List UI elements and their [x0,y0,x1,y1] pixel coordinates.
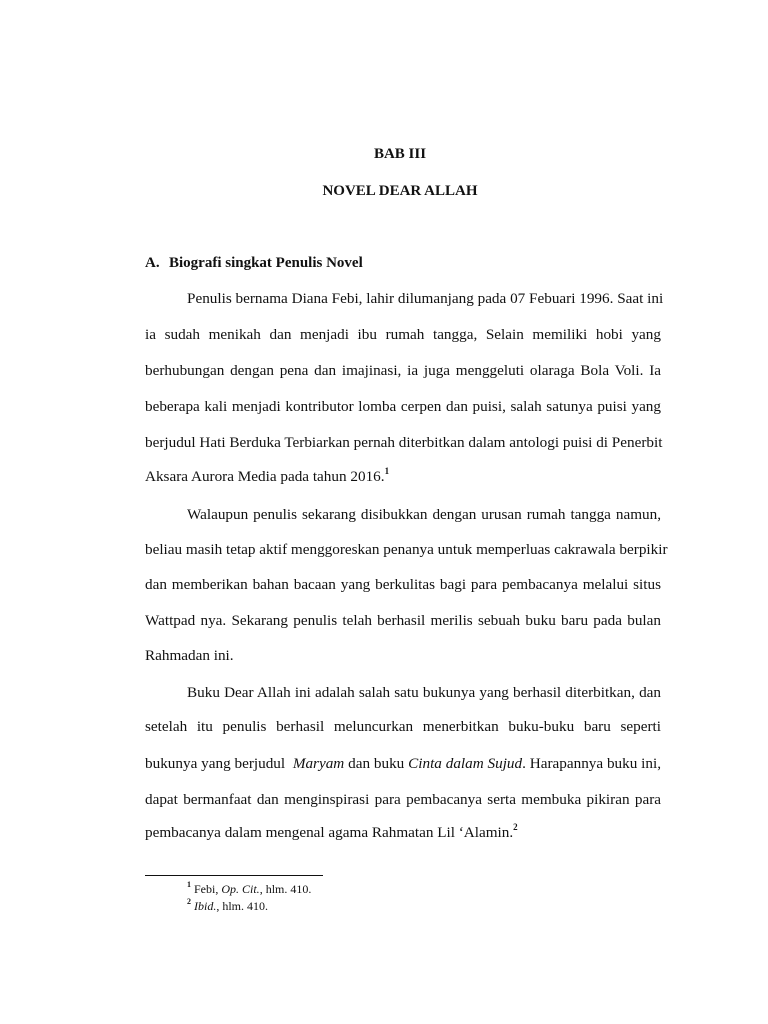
footnote-author: Febi, [194,882,222,896]
section-number: A. [145,255,160,271]
text-line: beliau masih tetap aktif menggoreskan penanya untuk memperluas cakrawala berpikir [145,541,668,558]
book-title-italic: Cinta dalam Sujud [408,755,523,772]
text-line: beberapa kali menjadi kontributor lomba cerpen dan puisi, salah satunya puisi yang [145,398,661,415]
text-line-content: Aksara Aurora Media pada tahun 2016. [145,468,385,485]
chapter-label: BAB III [373,146,427,162]
footnote-rest: , hlm. 410. [259,882,312,896]
footnote-ref: 1 [384,466,390,476]
chapter-title: NOVEL DEAR ALLAH [322,183,478,199]
footnote-number: 1 [187,880,191,889]
text-line: berjudul Hati Berduka Terbiarkan pernah diterbitkan dalam antologi puisi di Penerbit [145,434,663,451]
text-line: Rahmadan ini. [145,647,234,664]
footnote-ref: 2 [513,822,518,832]
text-line [145,468,661,486]
footnote-item [187,899,268,914]
text-line-content: pembacanya dalam mengenal agama Rahmatan Lil ‘Alamin. [145,824,514,841]
text-line: Penulis bernama Diana Febi, lahir dilumanjang pada 07 Febuari 1996. Saat ini [187,290,664,307]
text-segment: bukunya yang berjudul [145,755,286,772]
section-heading [145,255,363,272]
text-line [145,824,661,842]
text-line: dan memberikan bahan bacaan yang berkulitas bagi para pembacanya melalui situs [145,576,661,593]
footnote-rest: , hlm. 410. [216,899,269,913]
text-line: Walaupun penulis sekarang disibukkan dengan urusan rumah tangga namun, [187,506,661,523]
text-line: ia sudah menikah dan menjadi ibu rumah tangga, Selain memiliki hobi yang [145,326,661,343]
text-line: berhubungan dengan pena dan imajinasi, ia juga menggeluti olaraga Bola Voli. Ia [145,362,661,379]
text-segment: dan buku [348,755,405,772]
footnote-item [187,882,311,897]
text-line: dapat bermanfaat dan menginspirasi para pembacanya serta membuka pikiran para [145,791,661,808]
text-line: Buku Dear Allah ini adalah salah satu bukunya yang berhasil diterbitkan, dan [187,684,661,701]
book-title-italic: Maryam [292,755,345,772]
text-line: setelah itu penulis berhasil meluncurkan menerbitkan buku-buku baru seperti [145,718,661,735]
text-segment: . Harapannya buku ini, [522,755,662,772]
section-title: Biografi singkat Penulis Novel [169,255,363,271]
footnote-divider [145,875,323,876]
footnote-italic: Ibid. [194,899,217,913]
text-line [145,755,661,773]
footnote-italic: Op. Cit. [221,882,260,896]
footnote-number: 2 [187,897,191,906]
text-line: Wattpad nya. Sekarang penulis telah berhasil merilis sebuah buku baru pada bulan [145,612,661,629]
